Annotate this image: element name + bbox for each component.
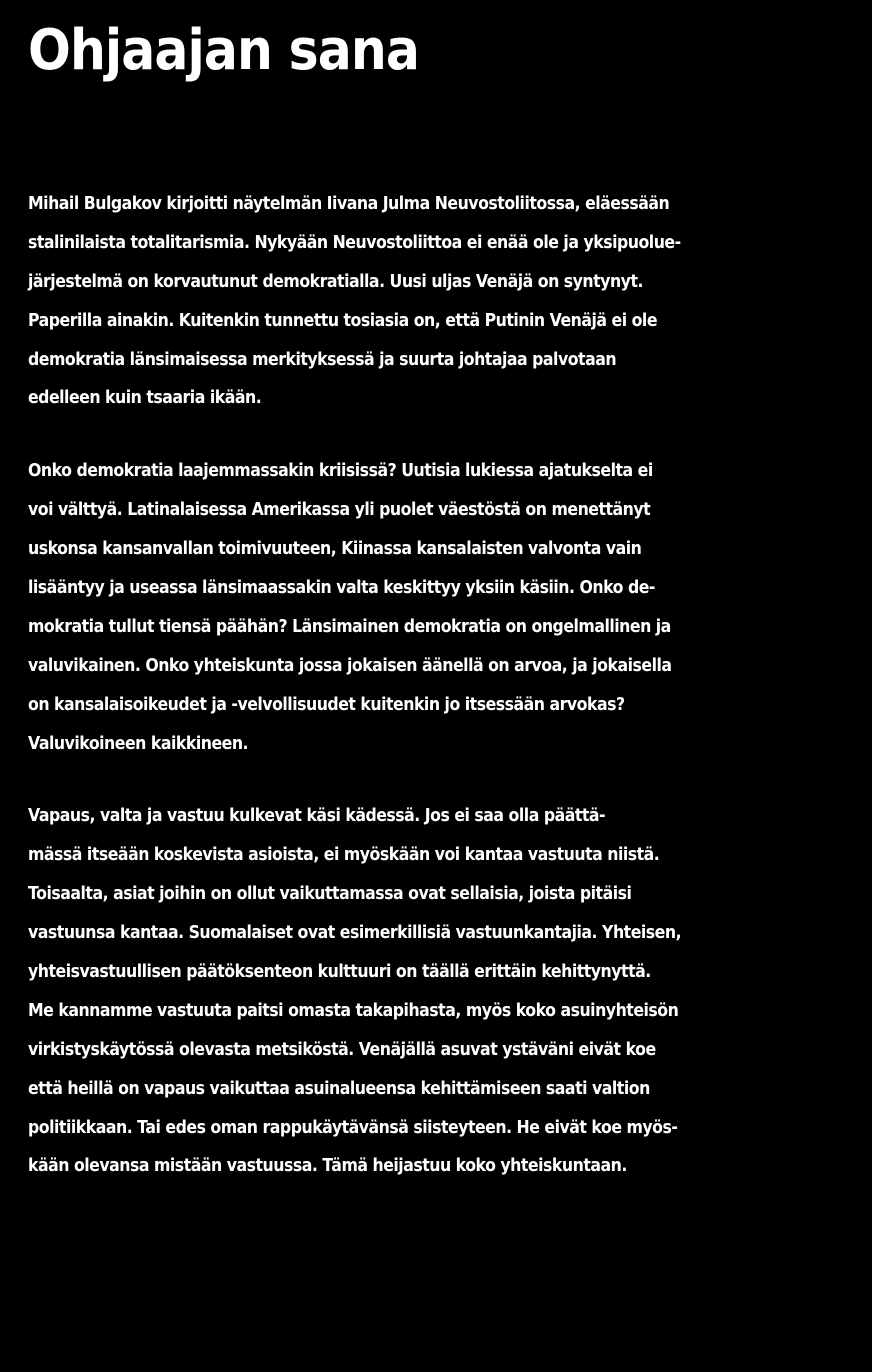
- text-line: Onko demokratia laajemmassakin kriisissä? Uutisia lukiessa ajatukselta ei: [28, 461, 653, 482]
- text-line: Paperilla ainakin. Kuitenkin tunnettu tosiasia on, että Putinin Venäjä ei ole: [28, 310, 658, 331]
- text-line: valuvikainen. Onko yhteiskunta jossa jokaisen äänellä on arvoa, ja jokaisella: [28, 655, 672, 676]
- text-line: mässä itseään koskevista asioista, ei myöskään voi kantaa vastuuta niistä.: [28, 845, 660, 866]
- text-line: että heillä on vapaus vaikuttaa asuinalueensa kehittämiseen saati valtion: [28, 1078, 650, 1099]
- text-line: yhteisvastuullisen päätöksenteon kulttuuri on täällä erittäin kehittynyttä.: [28, 962, 651, 983]
- text-line: Vapaus, valta ja vastuu kulkevat käsi kädessä. Jos ei saa olla päättä-: [28, 806, 606, 827]
- text-line: Me kannamme vastuuta paitsi omasta takapihasta, myös koko asuinyhteisön: [28, 1000, 679, 1021]
- text-line: järjestelmä on korvautunut demokratialla. Uusi uljas Venäjä on syntynyt.: [28, 271, 643, 292]
- text-line: kään olevansa mistään vastuussa. Tämä heijastuu koko yhteiskuntaan.: [28, 1156, 627, 1177]
- paragraph-2: [28, 452, 828, 763]
- text-line: Mihail Bulgakov kirjoitti näytelmän Iivana Julma Neuvostoliitossa, eläessään: [28, 194, 670, 214]
- article-body: [28, 185, 828, 1220]
- text-line: stalinilaista totalitarismia. Nykyään Neuvostoliittoa ei enää ole ja yksipuolue-: [28, 232, 681, 253]
- text-line: on kansalaisoikeudet ja -velvollisuudet kuitenkin jo itsessään arvokas?: [28, 694, 625, 715]
- text-line: lisääntyy ja useassa länsimaassakin valta keskittyy yksiin käsiin. Onko de-: [28, 578, 655, 599]
- text-line: politiikkaan. Tai edes oman rappukäytävänsä siisteyteen. He eivät koe myös-: [28, 1117, 678, 1138]
- text-line: uskonsa kansanvallan toimivuuteen, Kiinassa kansalaisten valvonta vain: [28, 539, 642, 560]
- text-line: vastuunsa kantaa. Suomalaiset ovat esimerkillisiä vastuunkantajia. Yhteisen,: [28, 923, 682, 944]
- text-line: edelleen kuin tsaaria ikään.: [28, 388, 262, 409]
- paragraph-1: [28, 185, 828, 418]
- text-line: demokratia länsimaisessa merkityksessä ja suurta johtajaa palvotaan: [28, 349, 617, 370]
- paragraph-3: [28, 797, 828, 1186]
- text-line: Valuvikoineen kaikkineen.: [28, 733, 249, 754]
- text-line: Toisaalta, asiat joihin on ollut vaikuttamassa ovat sellaisia, joista pitäisi: [28, 884, 632, 905]
- page-title: Ohjaajan sana: [28, 18, 419, 83]
- text-line: voi välttyä. Latinalaisessa Amerikassa yli puolet väestöstä on menettänyt: [28, 500, 651, 521]
- text-line: virkistyskäytössä olevasta metsiköstä. Venäjällä asuvat ystäväni eivät koe: [28, 1039, 656, 1060]
- text-line: mokratia tullut tiensä päähän? Länsimainen demokratia on ongelmallinen ja: [28, 616, 671, 637]
